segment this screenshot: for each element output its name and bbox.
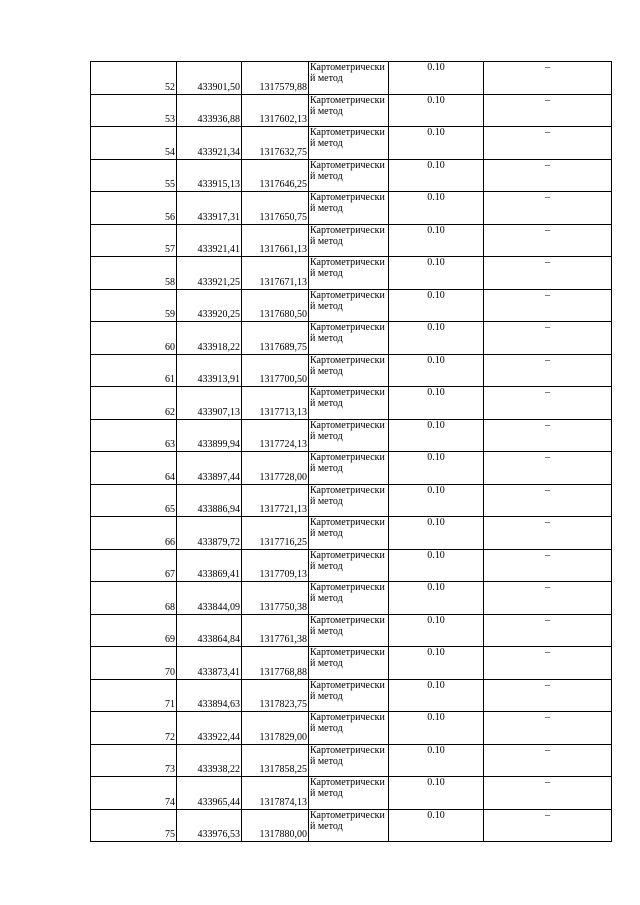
accuracy-cell: 0.10	[389, 744, 484, 777]
method-text: Картометрический метод	[310, 452, 385, 474]
table-row	[91, 159, 612, 192]
point-number-cell: 60	[91, 322, 177, 355]
description-cell: –	[484, 549, 612, 582]
accuracy-cell: 0.10	[389, 517, 484, 550]
table-row	[91, 94, 612, 127]
table-row	[91, 777, 612, 810]
description-cell: –	[484, 127, 612, 160]
table-row	[91, 647, 612, 680]
description-cell: –	[484, 452, 612, 485]
description-cell: –	[484, 289, 612, 322]
x-coordinate-cell: 433886,94	[177, 484, 242, 517]
method-text: Картометрический метод	[310, 517, 385, 539]
method-text: Картометрический метод	[310, 322, 385, 344]
accuracy-cell: 0.10	[389, 679, 484, 712]
point-number-cell: 66	[91, 517, 177, 550]
x-coordinate-cell: 433907,13	[177, 387, 242, 420]
accuracy-cell: 0.10	[389, 94, 484, 127]
method-text: Картометрический метод	[310, 484, 385, 507]
accuracy-cell: 0.10	[389, 452, 484, 485]
description-cell: –	[484, 322, 612, 355]
accuracy-cell: 0.10	[389, 419, 484, 452]
x-coordinate-cell: 433873,41	[177, 647, 242, 680]
method-text: Картометрический метод	[310, 744, 385, 767]
y-coordinate-cell: 1317716,25	[242, 517, 309, 550]
method-cell	[309, 549, 389, 582]
y-coordinate-cell: 1317724,13	[242, 419, 309, 452]
method-text: Картометрический метод	[310, 192, 385, 214]
y-coordinate-cell: 1317602,13	[242, 94, 309, 127]
description-cell: –	[484, 647, 612, 680]
method-cell	[309, 94, 389, 127]
accuracy-cell: 0.10	[389, 387, 484, 420]
point-number-cell: 53	[91, 94, 177, 127]
method-text: Картометрический метод	[310, 647, 385, 669]
method-cell	[309, 614, 389, 647]
method-cell	[309, 452, 389, 485]
point-number-cell: 65	[91, 484, 177, 517]
y-coordinate-cell: 1317761,38	[242, 614, 309, 647]
table-row	[91, 484, 612, 517]
y-coordinate-cell: 1317632,75	[242, 127, 309, 160]
y-coordinate-cell: 1317650,75	[242, 192, 309, 225]
description-cell: –	[484, 62, 612, 95]
description-cell: –	[484, 224, 612, 257]
description-cell: –	[484, 679, 612, 712]
x-coordinate-cell: 433915,13	[177, 159, 242, 192]
y-coordinate-cell: 1317709,13	[242, 549, 309, 582]
y-coordinate-cell: 1317713,13	[242, 387, 309, 420]
method-cell	[309, 354, 389, 387]
x-coordinate-cell: 433920,25	[177, 289, 242, 322]
y-coordinate-cell: 1317768,88	[242, 647, 309, 680]
point-number-cell: 73	[91, 744, 177, 777]
coordinates-table-body	[91, 62, 612, 842]
accuracy-cell: 0.10	[389, 289, 484, 322]
method-cell	[309, 517, 389, 550]
x-coordinate-cell: 433921,34	[177, 127, 242, 160]
method-cell	[309, 777, 389, 810]
point-number-cell: 72	[91, 712, 177, 745]
x-coordinate-cell: 433844,09	[177, 582, 242, 615]
method-cell	[309, 289, 389, 322]
accuracy-cell: 0.10	[389, 712, 484, 745]
point-number-cell: 59	[91, 289, 177, 322]
table-row	[91, 809, 612, 842]
table-row	[91, 419, 612, 452]
method-cell	[309, 712, 389, 745]
method-text: Картометрический метод	[310, 62, 385, 84]
description-cell: –	[484, 484, 612, 517]
point-number-cell: 62	[91, 387, 177, 420]
point-number-cell: 61	[91, 354, 177, 387]
x-coordinate-cell: 433917,31	[177, 192, 242, 225]
accuracy-cell: 0.10	[389, 192, 484, 225]
description-cell: –	[484, 354, 612, 387]
accuracy-cell: 0.10	[389, 809, 484, 842]
table-row	[91, 549, 612, 582]
description-cell: –	[484, 517, 612, 550]
accuracy-cell: 0.10	[389, 354, 484, 387]
description-cell: –	[484, 94, 612, 127]
description-cell: –	[484, 582, 612, 615]
method-text: Картометрический метод	[310, 387, 385, 409]
method-cell	[309, 159, 389, 192]
method-cell	[309, 257, 389, 290]
x-coordinate-cell: 433894,63	[177, 679, 242, 712]
method-cell	[309, 62, 389, 95]
method-text: Картометрический метод	[310, 127, 385, 149]
x-coordinate-cell: 433922,44	[177, 712, 242, 745]
table-row	[91, 354, 612, 387]
table-row	[91, 582, 612, 615]
table-row	[91, 517, 612, 550]
x-coordinate-cell: 433913,91	[177, 354, 242, 387]
x-coordinate-cell: 433901,50	[177, 62, 242, 95]
x-coordinate-cell: 433936,88	[177, 94, 242, 127]
accuracy-cell: 0.10	[389, 322, 484, 355]
point-number-cell: 67	[91, 549, 177, 582]
accuracy-cell: 0.10	[389, 614, 484, 647]
method-cell	[309, 322, 389, 355]
point-number-cell: 64	[91, 452, 177, 485]
y-coordinate-cell: 1317579,88	[242, 62, 309, 95]
point-number-cell: 54	[91, 127, 177, 160]
point-number-cell: 68	[91, 582, 177, 615]
method-cell	[309, 419, 389, 452]
accuracy-cell: 0.10	[389, 257, 484, 290]
accuracy-cell: 0.10	[389, 484, 484, 517]
description-cell: –	[484, 159, 612, 192]
point-number-cell: 55	[91, 159, 177, 192]
method-text: Картометрический метод	[310, 712, 385, 734]
method-cell	[309, 744, 389, 777]
method-text: Картометрический метод	[310, 224, 385, 247]
point-number-cell: 70	[91, 647, 177, 680]
method-cell	[309, 484, 389, 517]
method-cell	[309, 387, 389, 420]
method-cell	[309, 192, 389, 225]
method-text: Картометрический метод	[310, 614, 385, 637]
x-coordinate-cell: 433965,44	[177, 777, 242, 810]
table-row	[91, 679, 612, 712]
accuracy-cell: 0.10	[389, 127, 484, 160]
table-row	[91, 257, 612, 290]
y-coordinate-cell: 1317689,75	[242, 322, 309, 355]
method-text: Картометрический метод	[310, 159, 385, 182]
method-text: Картометрический метод	[310, 549, 385, 572]
x-coordinate-cell: 433918,22	[177, 322, 242, 355]
y-coordinate-cell: 1317646,25	[242, 159, 309, 192]
description-cell: –	[484, 777, 612, 810]
point-number-cell: 71	[91, 679, 177, 712]
x-coordinate-cell: 433921,25	[177, 257, 242, 290]
y-coordinate-cell: 1317823,75	[242, 679, 309, 712]
table-row	[91, 614, 612, 647]
y-coordinate-cell: 1317680,50	[242, 289, 309, 322]
method-text: Картометрический метод	[310, 777, 385, 799]
y-coordinate-cell: 1317829,00	[242, 712, 309, 745]
method-text: Картометрический метод	[310, 94, 385, 117]
method-text: Картометрический метод	[310, 809, 385, 832]
method-text: Картометрический метод	[310, 679, 385, 702]
point-number-cell: 69	[91, 614, 177, 647]
table-row	[91, 387, 612, 420]
x-coordinate-cell: 433897,44	[177, 452, 242, 485]
x-coordinate-cell: 433921,41	[177, 224, 242, 257]
y-coordinate-cell: 1317728,00	[242, 452, 309, 485]
method-text: Картометрический метод	[310, 354, 385, 377]
method-text: Картометрический метод	[310, 419, 385, 442]
table-row	[91, 192, 612, 225]
description-cell: –	[484, 614, 612, 647]
accuracy-cell: 0.10	[389, 159, 484, 192]
table-row	[91, 452, 612, 485]
accuracy-cell: 0.10	[389, 582, 484, 615]
table-row	[91, 62, 612, 95]
x-coordinate-cell: 433864,84	[177, 614, 242, 647]
table-row	[91, 127, 612, 160]
method-cell	[309, 224, 389, 257]
x-coordinate-cell: 433869,41	[177, 549, 242, 582]
point-number-cell: 75	[91, 809, 177, 842]
point-number-cell: 58	[91, 257, 177, 290]
y-coordinate-cell: 1317671,13	[242, 257, 309, 290]
table-row	[91, 322, 612, 355]
description-cell: –	[484, 712, 612, 745]
accuracy-cell: 0.10	[389, 647, 484, 680]
y-coordinate-cell: 1317721,13	[242, 484, 309, 517]
accuracy-cell: 0.10	[389, 777, 484, 810]
x-coordinate-cell: 433879,72	[177, 517, 242, 550]
table-row	[91, 712, 612, 745]
description-cell: –	[484, 387, 612, 420]
point-number-cell: 57	[91, 224, 177, 257]
point-number-cell: 52	[91, 62, 177, 95]
method-cell	[309, 679, 389, 712]
x-coordinate-cell: 433938,22	[177, 744, 242, 777]
accuracy-cell: 0.10	[389, 62, 484, 95]
point-number-cell: 74	[91, 777, 177, 810]
method-text: Картометрический метод	[310, 257, 385, 279]
table-row	[91, 744, 612, 777]
description-cell: –	[484, 257, 612, 290]
y-coordinate-cell: 1317661,13	[242, 224, 309, 257]
method-cell	[309, 647, 389, 680]
accuracy-cell: 0.10	[389, 224, 484, 257]
description-cell: –	[484, 744, 612, 777]
method-text: Картометрический метод	[310, 582, 385, 604]
point-number-cell: 56	[91, 192, 177, 225]
description-cell: –	[484, 419, 612, 452]
method-cell	[309, 127, 389, 160]
y-coordinate-cell: 1317880,00	[242, 809, 309, 842]
point-number-cell: 63	[91, 419, 177, 452]
table-row	[91, 289, 612, 322]
method-text: Картометрический метод	[310, 289, 385, 312]
description-cell: –	[484, 192, 612, 225]
method-cell	[309, 809, 389, 842]
y-coordinate-cell: 1317874,13	[242, 777, 309, 810]
method-cell	[309, 582, 389, 615]
y-coordinate-cell: 1317750,38	[242, 582, 309, 615]
description-cell: –	[484, 809, 612, 842]
coordinates-table	[90, 61, 612, 842]
accuracy-cell: 0.10	[389, 549, 484, 582]
x-coordinate-cell: 433976,53	[177, 809, 242, 842]
y-coordinate-cell: 1317858,25	[242, 744, 309, 777]
y-coordinate-cell: 1317700,50	[242, 354, 309, 387]
table-row	[91, 224, 612, 257]
x-coordinate-cell: 433899,94	[177, 419, 242, 452]
